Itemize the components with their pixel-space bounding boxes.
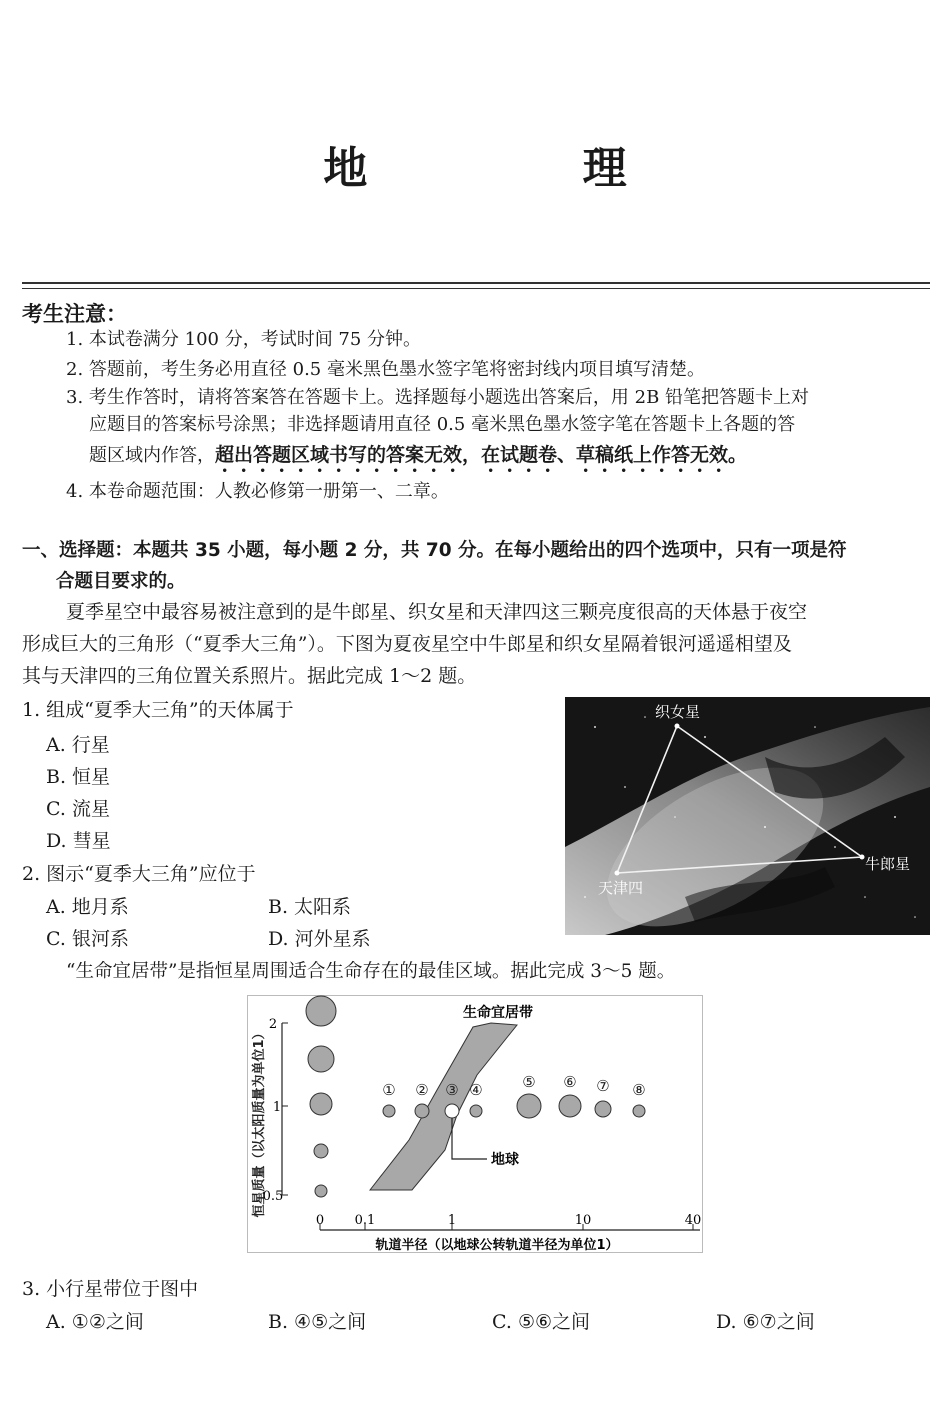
passage1-line-2: 形成巨大的三角形（“夏季大三角”）。下图为夏夜星空中牛郎星和织女星隔着银河遥遥相望及 (22, 633, 792, 655)
q2-option-d: D. 河外星系 (268, 928, 371, 950)
planet-1 (383, 1105, 395, 1117)
earth-label: 地球 (491, 1152, 519, 1168)
planet-8 (633, 1105, 645, 1117)
planet-6 (559, 1095, 581, 1117)
x-tick-label-40: 40 (684, 1213, 702, 1228)
milky-way-image (565, 697, 930, 935)
notice-item-3-tail: 题区域内作答， (89, 445, 215, 466)
page-title: 地 理 (323, 143, 727, 194)
notice-item-2: 2. 答题前，考生务必用直径 0.5 毫米黑色墨水签字笔将密封线内项目填写清楚。 (66, 359, 705, 380)
x-tick-label-10: 10 (574, 1213, 592, 1228)
q3-option-d: D. ⑥⑦之间 (716, 1311, 815, 1333)
star-mass-circle (315, 1185, 327, 1197)
planet-5 (517, 1094, 541, 1118)
q3-option-c: C. ⑤⑥之间 (492, 1311, 591, 1333)
deneb-label: 天津四 (598, 879, 644, 897)
q2-option-c: C. 银河系 (46, 928, 129, 950)
planet-2 (415, 1104, 429, 1118)
planet-label-1: ① (382, 1081, 396, 1099)
q1-option-a: A. 行星 (46, 734, 110, 756)
planet-label-5: ⑤ (522, 1073, 536, 1091)
q3-option-b: B. ④⑤之间 (268, 1311, 367, 1333)
notice-item-3-end (89, 440, 747, 477)
planet-label-2: ② (415, 1081, 429, 1099)
y-tick-label-05: 0.5 (262, 1189, 284, 1204)
header-rule-thin (22, 288, 930, 289)
star-mass-circle (310, 1093, 332, 1115)
vega-star (675, 724, 680, 729)
planet-label-3: ③ (445, 1081, 459, 1099)
section-heading: 一、选择题：本题共 35 小题，每小题 2 分，共 70 分。在每小题给出的四个选项中，只有一项是符 (22, 540, 847, 561)
x-tick-label-01: 0.1 (354, 1213, 376, 1228)
x-tick-label-1: 1 (447, 1213, 457, 1228)
q2-stem: 2. 图示“夏季大三角”应位于 (22, 863, 256, 885)
x-tick-label-0: 0 (315, 1213, 325, 1228)
header-rule (22, 282, 930, 284)
notice-item-1: 1. 本试卷满分 100 分，考试时间 75 分钟。 (66, 329, 422, 350)
altair-star (860, 855, 865, 860)
y-tick-label-2: 2 (268, 1017, 278, 1032)
planet-4 (470, 1105, 482, 1117)
star-mass-circle (306, 996, 336, 1026)
habitable-zone-diagram (247, 995, 703, 1253)
q2-option-a: A. 地月系 (46, 896, 129, 918)
altair-label: 牛郎星 (865, 855, 911, 873)
vega-label: 织女星 (655, 703, 701, 721)
q1-option-c: C. 流星 (46, 798, 110, 820)
planet-label-7: ⑦ (596, 1077, 610, 1095)
notice-item-3: 3. 考生作答时，请将答案答在答题卡上。选择题每小题选出答案后，用 2B 铅笔把答题卡上对 (66, 387, 810, 408)
q3-option-a: A. ①②之间 (46, 1311, 144, 1333)
passage1-line-1: 夏季星空中最容易被注意到的是牛郎星、织女星和天津四这三颗亮度很高的天体悬于夜空 (66, 601, 808, 623)
notice-emphasis: 超出答题区域书写的答案无效，在试题卷、草稿纸上作答无效。 (215, 444, 748, 466)
passage1-line-3: 其与天津四的三角位置关系照片。据此完成 1～2 题。 (22, 665, 477, 687)
passage2: “生命宜居带”是指恒星周围适合生命存在的最佳区域。据此完成 3～5 题。 (66, 961, 676, 982)
x-axis-label: 轨道半径（以地球公转轨道半径为单位1） (375, 1238, 619, 1253)
y-axis-label: 恒星质量（以太阳质量为单位1） (252, 1026, 267, 1218)
notice-item-4: 4. 本卷命题范围：人教必修第一册第一、二章。 (66, 481, 449, 502)
q1-option-d: D. 彗星 (46, 830, 111, 852)
star-mass-circle (314, 1144, 328, 1158)
planet-label-6: ⑥ (563, 1073, 577, 1091)
planet-7 (595, 1101, 611, 1117)
habitable-zone-label: 生命宜居带 (463, 1005, 533, 1021)
deneb-star (615, 871, 620, 876)
q3-stem: 3. 小行星带位于图中 (22, 1278, 199, 1300)
section-heading-cont: 合题目要求的。 (56, 571, 186, 592)
q1-option-b: B. 恒星 (46, 766, 111, 788)
y-tick-label-1: 1 (272, 1100, 282, 1115)
q2-option-b: B. 太阳系 (268, 896, 352, 918)
planet-label-8: ⑧ (632, 1081, 646, 1099)
notice-item-3-cont: 应题目的答案标号涂黑；非选择题请用直径 0.5 毫米黑色墨水签字笔在答题卡上各题的答 (89, 414, 796, 435)
summer-triangle-photo (565, 697, 930, 935)
q1-stem: 1. 组成“夏季大三角”的天体属于 (22, 699, 294, 721)
notice-heading: 考生注意： (22, 302, 127, 326)
planet-label-4: ④ (469, 1081, 483, 1099)
star-mass-circle (308, 1046, 334, 1072)
planet-3-earth (445, 1104, 459, 1118)
